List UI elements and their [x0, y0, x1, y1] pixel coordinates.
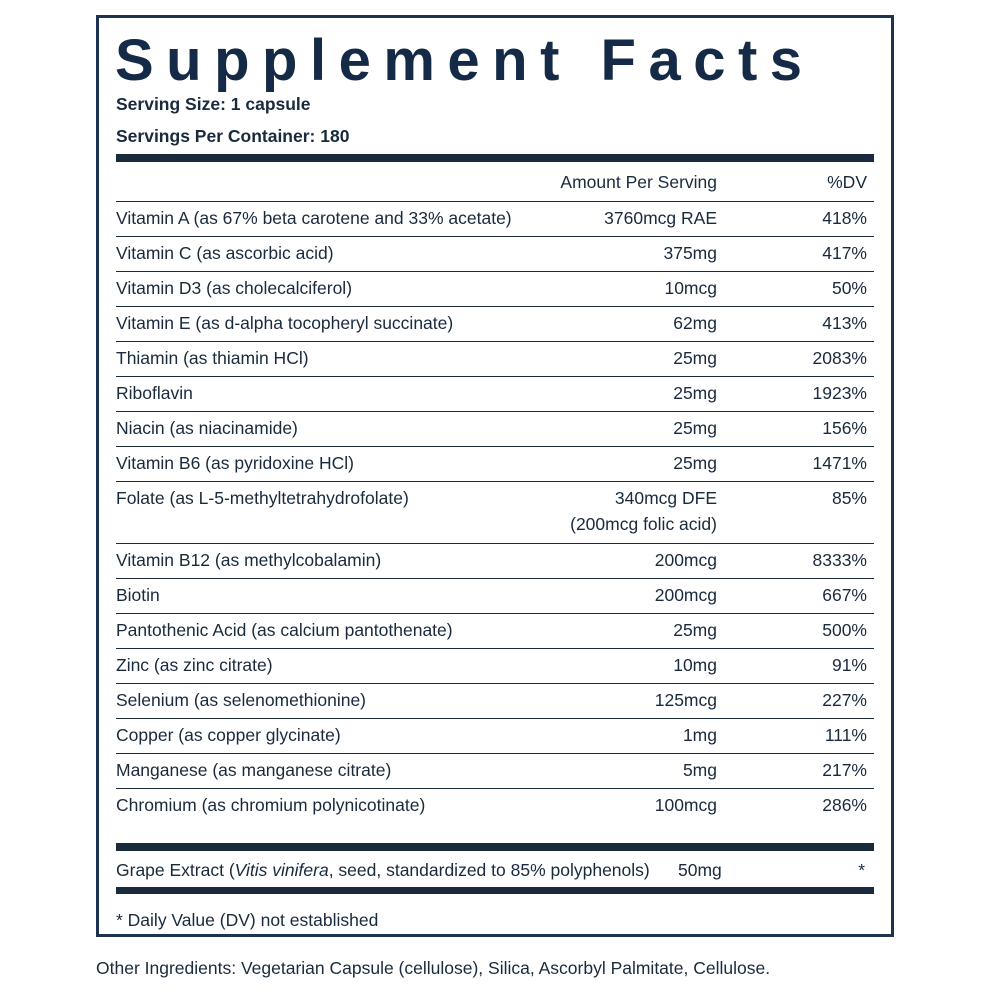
nutrient-amount: 25mg [673, 453, 717, 473]
nutrient-amount: 340mcg DFE [614, 488, 717, 508]
nutrient-row [116, 201, 874, 236]
nutrient-row [116, 578, 874, 613]
nutrient-amount: 25mg [673, 620, 717, 640]
nutrient-dv: 50% [831, 278, 867, 298]
nutrient-table [116, 201, 874, 823]
amount-column-header: Amount Per Serving [560, 172, 717, 192]
nutrient-amount: 10mcg [664, 278, 717, 298]
nutrient-amount: 62mg [673, 313, 717, 333]
nutrient-amount: 375mg [663, 243, 717, 263]
nutrient-name: Selenium (as selenomethionine) [116, 690, 366, 710]
nutrient-amount: 100mcg [654, 795, 717, 815]
supplement-facts-panel [96, 15, 894, 937]
nutrient-dv: 85% [831, 488, 867, 508]
nutrient-name: Vitamin B6 (as pyridoxine HCl) [116, 453, 354, 473]
nutrient-dv: 156% [822, 418, 867, 438]
nutrient-dv: 8333% [812, 550, 867, 570]
nutrient-amount: 3760mcg RAE [604, 208, 717, 228]
thick-divider-bottom [116, 887, 874, 894]
nutrient-dv: 1923% [812, 383, 867, 403]
nutrient-name: Vitamin D3 (as cholecalciferol) [116, 278, 353, 298]
nutrient-row [116, 683, 874, 718]
nutrient-row [116, 306, 874, 341]
nutrient-amount: 25mg [673, 418, 717, 438]
nutrient-dv: 111% [824, 725, 867, 745]
nutrient-amount: 25mg [673, 383, 717, 403]
nutrient-name: Zinc (as zinc citrate) [116, 655, 273, 675]
serving-size: Serving Size: 1 capsule [116, 94, 311, 114]
nutrient-row [116, 341, 874, 376]
nutrient-row [116, 446, 874, 481]
nutrient-row [116, 376, 874, 411]
nutrient-row [116, 613, 874, 648]
nutrient-name: Vitamin E (as d-alpha tocopheryl succinate) [116, 313, 454, 333]
nutrient-dv: 1471% [812, 453, 867, 473]
nutrient-name: Vitamin A (as 67% beta carotene and 33% acetate) [116, 208, 512, 228]
servings-per-container: Servings Per Container: 180 [116, 126, 350, 146]
nutrient-row [116, 648, 874, 683]
nutrient-name: Vitamin C (as ascorbic acid) [116, 243, 334, 263]
other-ingredients: Other Ingredients: Vegetarian Capsule (cellulose), Silica, Ascorbyl Palmitate, Cellulose. [96, 958, 771, 978]
nutrient-name: Copper (as copper glycinate) [116, 725, 341, 745]
nutrient-row [116, 753, 874, 788]
thick-divider-middle [116, 843, 874, 851]
grape-extract-name: Grape Extract (Vitis vinifera, seed, standardized to 85% polyphenols) [116, 860, 650, 880]
dv-footnote: * Daily Value (DV) not established [116, 910, 379, 930]
nutrient-dv: 286% [822, 795, 867, 815]
nutrient-name: Folate (as L-5-methyltetrahydrofolate) [116, 488, 409, 508]
nutrient-amount: 200mcg [654, 550, 717, 570]
nutrient-amount-note: (200mcg folic acid) [570, 514, 717, 534]
grape-extract-row [116, 854, 874, 886]
nutrient-name: Riboflavin [116, 383, 193, 403]
grape-latin-name: Vitis vinifera [234, 860, 329, 880]
column-header [116, 168, 874, 194]
nutrient-row [116, 543, 874, 578]
nutrient-row [116, 236, 874, 271]
nutrient-name: Niacin (as niacinamide) [116, 418, 298, 438]
nutrient-dv: 91% [831, 655, 867, 675]
nutrient-row [116, 788, 874, 823]
nutrient-dv: 500% [822, 620, 867, 640]
grape-extract-dv: * [858, 860, 865, 880]
nutrient-dv: 413% [822, 313, 867, 333]
nutrient-amount: 5mg [682, 760, 717, 780]
nutrient-amount: 1mg [682, 725, 717, 745]
grape-extract-amount: 50mg [678, 860, 722, 880]
panel-title: Supplement Facts [115, 28, 815, 93]
nutrient-amount: 25mg [673, 348, 717, 368]
nutrient-name: Manganese (as manganese citrate) [116, 760, 392, 780]
nutrient-row [116, 411, 874, 446]
nutrient-dv: 418% [822, 208, 867, 228]
dv-column-header: %DV [827, 172, 867, 192]
nutrient-amount: 10mg [673, 655, 717, 675]
nutrient-name: Pantothenic Acid (as calcium pantothenate) [116, 620, 453, 640]
nutrient-name: Chromium (as chromium polynicotinate) [116, 795, 426, 815]
nutrient-name: Biotin [116, 585, 160, 605]
nutrient-dv: 2083% [812, 348, 867, 368]
nutrient-dv: 417% [822, 243, 867, 263]
nutrient-dv: 227% [822, 690, 867, 710]
nutrient-name: Vitamin B12 (as methylcobalamin) [116, 550, 382, 570]
nutrient-name: Thiamin (as thiamin HCl) [116, 348, 309, 368]
nutrient-row [116, 271, 874, 306]
nutrient-dv: 667% [822, 585, 867, 605]
nutrient-amount: 200mcg [654, 585, 717, 605]
thick-divider-top [116, 154, 874, 162]
nutrient-row [116, 481, 874, 543]
nutrient-dv: 217% [822, 760, 867, 780]
nutrient-amount: 125mcg [654, 690, 717, 710]
nutrient-row [116, 718, 874, 753]
